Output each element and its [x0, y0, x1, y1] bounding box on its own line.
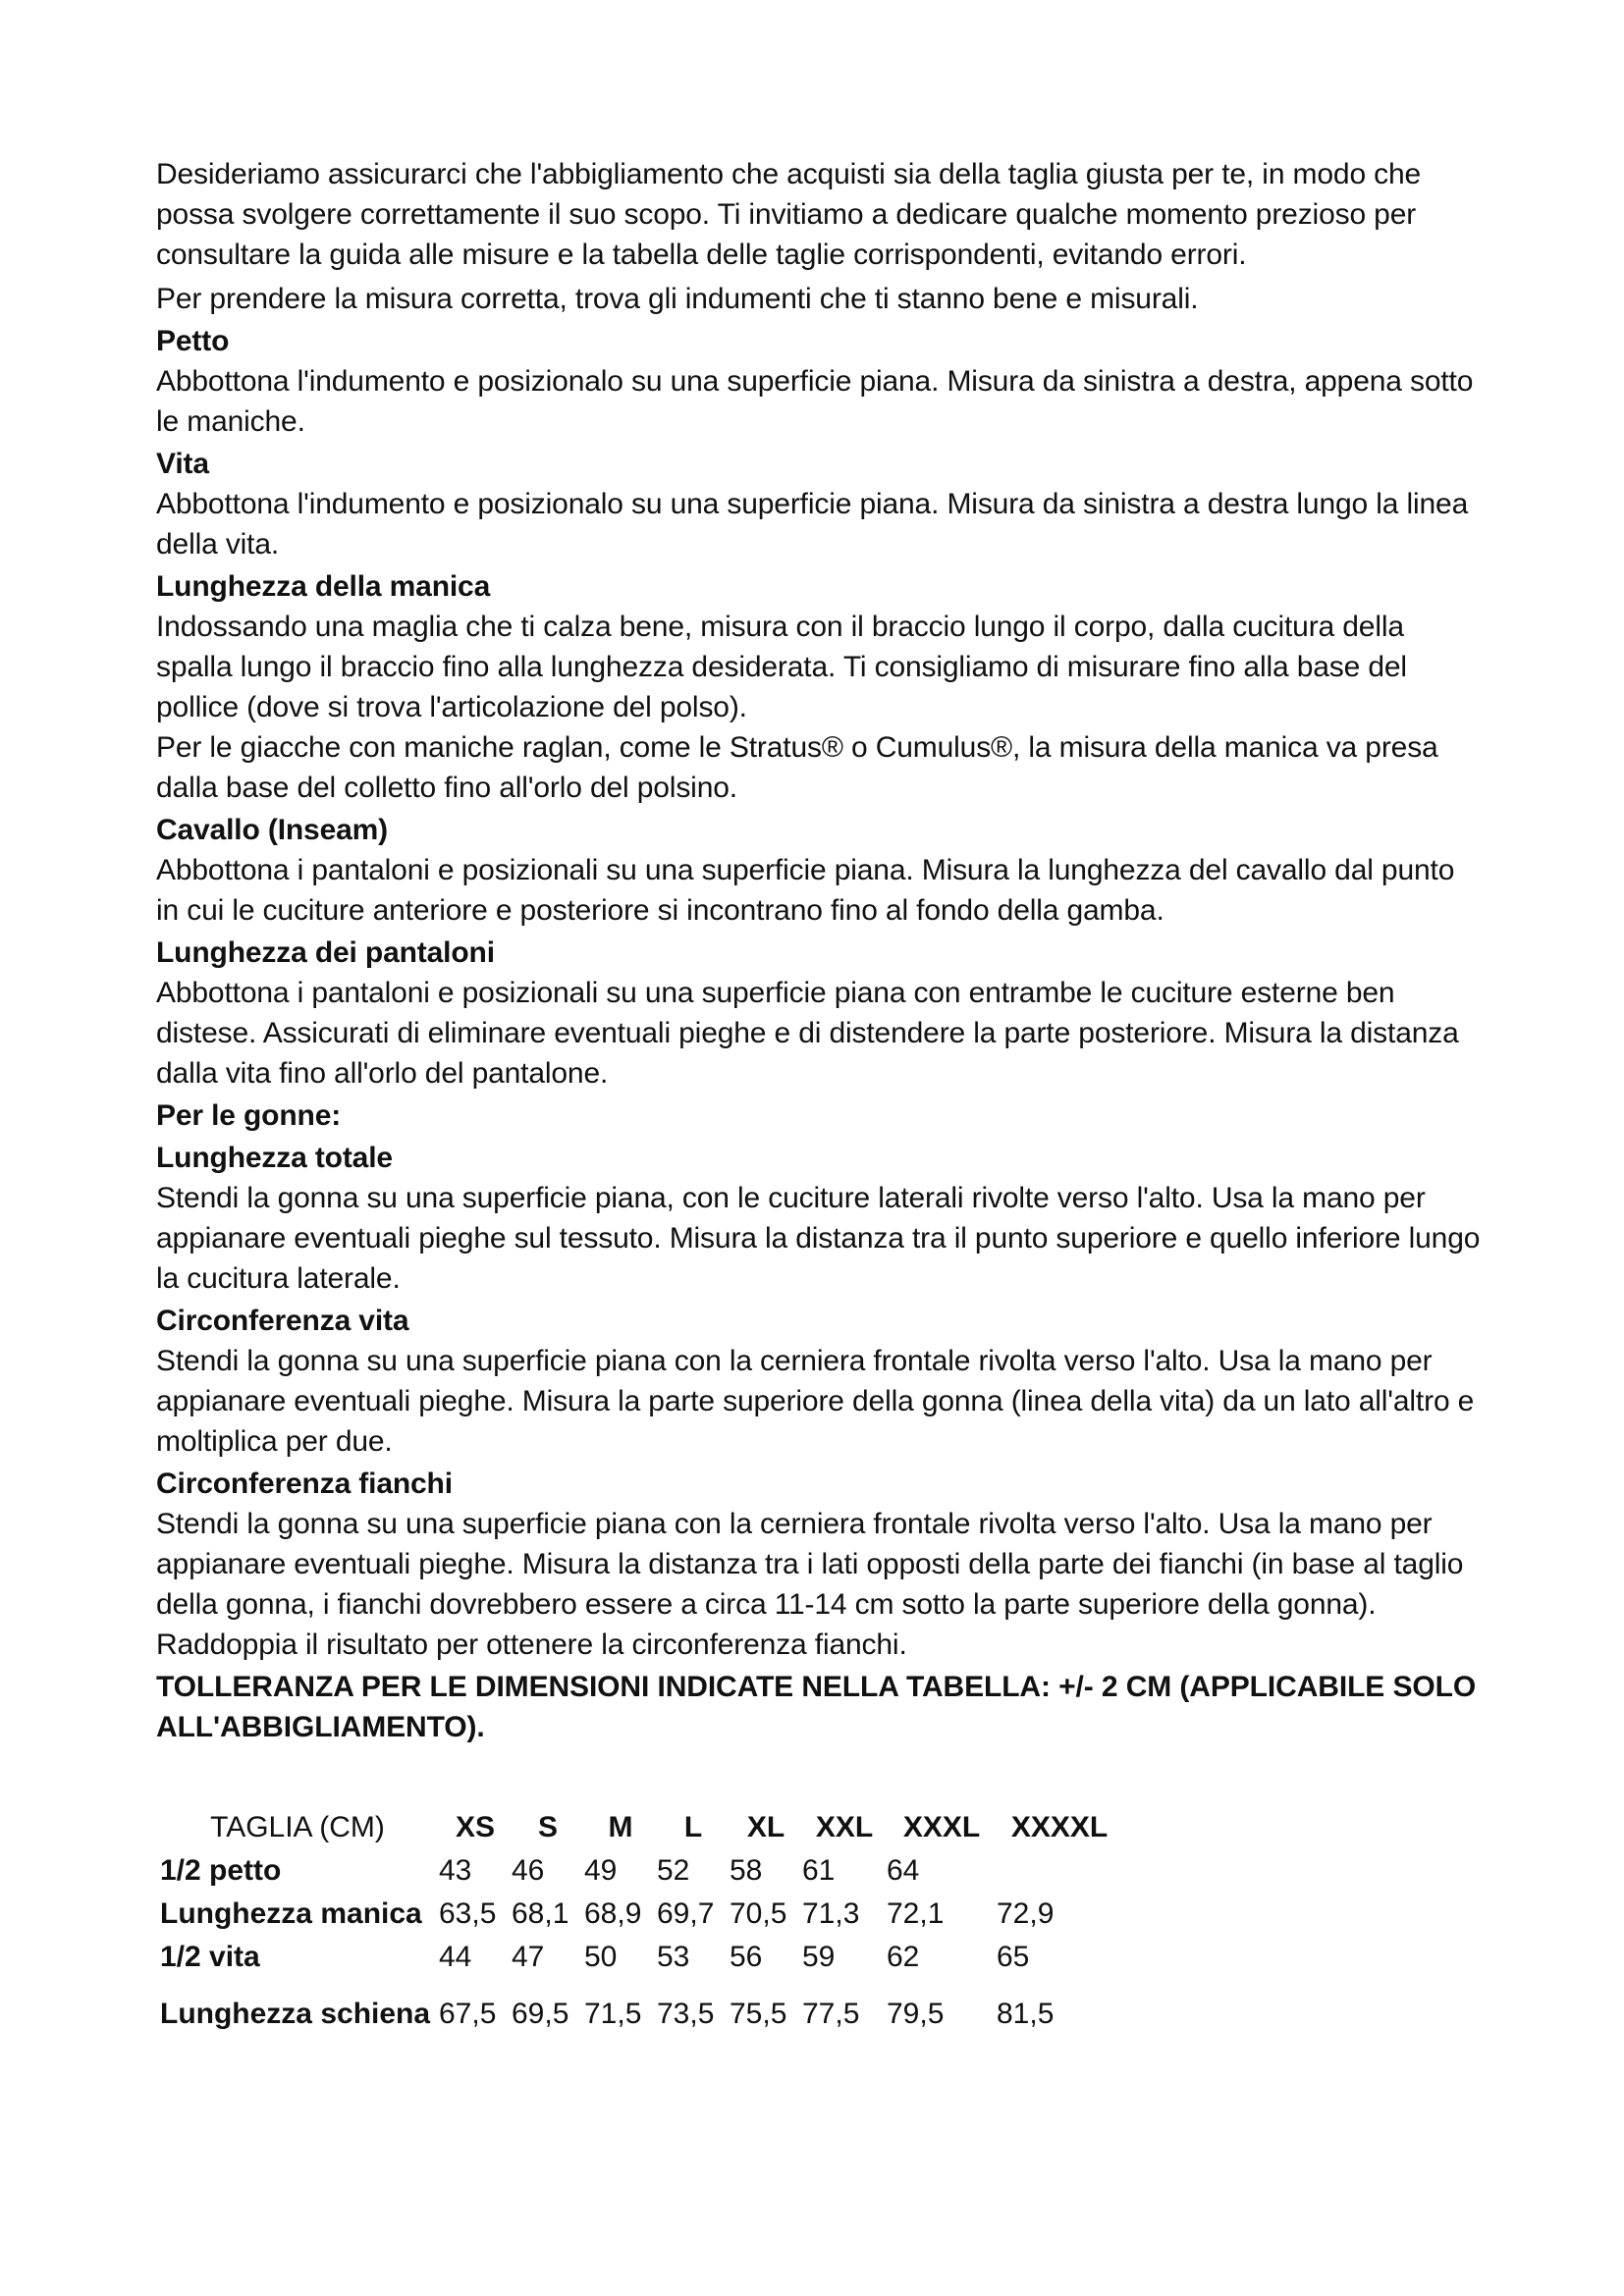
tolerance-note: TOLLERANZA PER LE DIMENSIONI INDICATE NELLA TABELLA: +/- 2 CM (APPLICABILE SOLO ALL'ABBIGLIAMENTO).	[156, 1671, 1477, 1743]
table-cell: 81,5	[997, 1998, 1055, 2030]
size-header-xxxl: XXXL	[902, 1811, 981, 1843]
section-vita	[156, 444, 1482, 564]
table-cell: 43	[439, 1854, 472, 1887]
table-cell: 72,1	[887, 1897, 945, 1930]
table-row	[156, 1979, 1122, 2050]
table-cell: 63,5	[439, 1897, 497, 1930]
table-cell: 73,5	[657, 1998, 715, 2030]
section-paragraph: Stendi la gonna su una superficie piana con la cerniera frontale rivolta verso l'alto. Usa la mano per appianare eventuali pieghe. Misura la distanza tra i lati opposti della parte dei fianchi (in base al taglio della gonna, i fianchi dovrebbero essere a circa 11-14 cm sotto la parte superiore della gonna). Raddoppia il risultato per ottenere la circonferenza fianchi.	[156, 1508, 1464, 1661]
section-paragraph: Abbottona l'indumento e posizionalo su una superficie piana. Misura da sinistra a destra lungo la linea della vita.	[156, 488, 1469, 561]
table-cell: 70,5	[730, 1897, 787, 1930]
table-cell: 71,5	[584, 1998, 642, 2030]
section-paragraph: Abbottona i pantaloni e posizionali su una superficie piana. Misura la lunghezza del cavallo dal punto in cui le cuciture anteriore e posteriore si incontrano fino al fondo della gamba.	[156, 854, 1455, 927]
section-paragraph: Stendi la gonna su una superficie piana, con le cuciture laterali rivolte verso l'alto. Usa la mano per appianare eventuali pieghe sul tessuto. Misura la distanza tra il punto superiore e quello inferiore lungo la cucitura laterale.	[156, 1182, 1481, 1295]
table-cell: 69,7	[657, 1897, 715, 1930]
row-label: Lunghezza schiena	[160, 1998, 431, 2030]
size-table	[156, 1806, 1122, 2050]
table-cell: 65	[997, 1941, 1030, 1973]
table-cell: 75,5	[730, 1998, 787, 2030]
table-cell: 58	[730, 1854, 763, 1887]
table-cell: 79,5	[887, 1998, 945, 2030]
section-gonne	[156, 1095, 1482, 1136]
row-label: 1/2 petto	[160, 1854, 282, 1887]
table-cell: 53	[657, 1941, 690, 1973]
section-heading: Circonferenza fianchi	[156, 1468, 453, 1500]
table-header-row	[156, 1806, 1122, 1849]
section-heading: Lunghezza della manica	[156, 570, 491, 603]
document-body	[156, 154, 1482, 1747]
section-paragraph: Stendi la gonna su una superficie piana con la cerniera frontale rivolta verso l'alto. Usa la mano per appianare eventuali pieghe. Misura la parte superiore della gonna (linea della vita) da un lato all'altro e moltiplica per due.	[156, 1345, 1475, 1458]
row-label: 1/2 vita	[160, 1941, 260, 1973]
table-cell: 47	[512, 1941, 545, 1973]
size-header-l: L	[683, 1811, 703, 1843]
size-header-xs: XS	[455, 1811, 496, 1843]
table-cell: 77,5	[802, 1998, 860, 2030]
size-header-m: M	[608, 1811, 633, 1843]
section-lunghezza-totale	[156, 1138, 1482, 1299]
table-cell	[997, 1849, 1122, 1893]
size-header-xl: XL	[746, 1811, 785, 1843]
table-cell: 67,5	[439, 1998, 497, 2030]
table-row	[156, 1893, 1122, 1936]
section-heading: Petto	[156, 325, 230, 357]
section-heading: Per le gonne:	[156, 1099, 342, 1132]
section-paragraph: Abbottona l'indumento e posizionalo su una superficie piana. Misura da sinistra a destra, appena sotto le maniche.	[156, 365, 1474, 438]
size-header-xxxxl: XXXXL	[1010, 1811, 1109, 1843]
section-heading: Circonferenza vita	[156, 1305, 409, 1337]
table-cell: 71,3	[802, 1897, 860, 1930]
table-row	[156, 1936, 1122, 1979]
table-cell: 68,1	[512, 1897, 569, 1930]
section-lunghezza-manica	[156, 566, 1482, 808]
table-cell: 44	[439, 1941, 472, 1973]
section-paragraph: Abbottona i pantaloni e posizionali su una superficie piana con entrambe le cuciture esterne ben distese. Assicurati di eliminare eventuali pieghe e di distendere la parte posteriore. Misura la distanza dalla vita fino all'orlo del pantalone.	[156, 977, 1459, 1090]
section-circonferenza-fianchi	[156, 1464, 1482, 1665]
table-cell: 56	[730, 1941, 763, 1973]
section-heading: Lunghezza totale	[156, 1142, 393, 1174]
intro-paragraph: Desideriamo assicurarci che l'abbigliamento che acquisti sia della taglia giusta per te, in modo che possa svolgere correttamente il suo scopo. Ti invitiamo a dedicare qualche momento prezioso per consultare la guida alle misure e la tabella delle taglie corrispondenti, evitando errori.	[156, 158, 1422, 271]
section-lunghezza-pantaloni	[156, 933, 1482, 1094]
intro-paragraph-measure: Per prendere la misura corretta, trova gli indumenti che ti stanno bene e misurali.	[156, 283, 1199, 315]
table-cell: 50	[584, 1941, 618, 1973]
table-cell: 49	[584, 1854, 618, 1887]
section-heading: Cavallo (Inseam)	[156, 814, 389, 846]
table-cell: 69,5	[512, 1998, 569, 2030]
table-cell: 64	[887, 1854, 920, 1887]
section-petto	[156, 321, 1482, 442]
section-paragraph: Indossando una maglia che ti calza bene, misura con il braccio lungo il corpo, dalla cucitura della spalla lungo il braccio fino alla lunghezza desiderata. Ti consigliamo di misurare fino alla base del pollice (dove si trova l'articolazione del polso).	[156, 611, 1407, 723]
row-label: Lunghezza manica	[160, 1897, 422, 1930]
table-cell: 68,9	[584, 1897, 642, 1930]
table-row	[156, 1849, 1122, 1893]
table-cell: 61	[802, 1854, 836, 1887]
section-circonferenza-vita	[156, 1301, 1482, 1462]
size-header-s: S	[537, 1811, 558, 1843]
section-cavallo	[156, 810, 1482, 931]
table-cell: 46	[512, 1854, 545, 1887]
table-cell: 52	[657, 1854, 690, 1887]
table-cell: 59	[802, 1941, 836, 1973]
table-cell: 62	[887, 1941, 920, 1973]
table-cell: 72,9	[997, 1897, 1055, 1930]
size-header-xxl: XXL	[815, 1811, 874, 1843]
section-paragraph: Per le giacche con maniche raglan, come le Stratus® o Cumulus®, la misura della manica va presa dalla base del colletto fino all'orlo del polsino.	[156, 731, 1438, 804]
section-heading: Lunghezza dei pantaloni	[156, 936, 495, 969]
section-heading: Vita	[156, 448, 209, 480]
table-corner-label: TAGLIA (CM)	[210, 1811, 385, 1843]
